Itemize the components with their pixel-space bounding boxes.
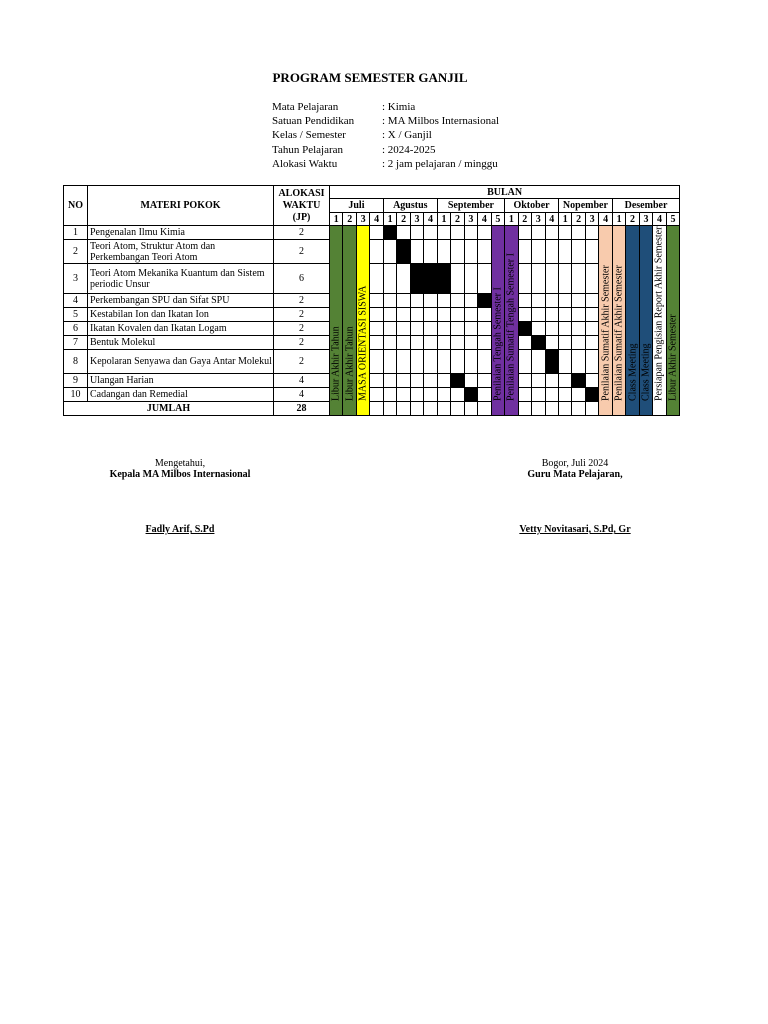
info-label: Kelas / Semester bbox=[272, 129, 346, 142]
signature-left bbox=[80, 458, 280, 535]
row-no: 3 bbox=[64, 264, 88, 294]
week-cell bbox=[383, 322, 396, 336]
row-jp: 4 bbox=[274, 374, 330, 388]
row-materi: Teori Atom, Struktur Atom dan Perkembangan Teori Atom bbox=[88, 240, 274, 264]
week-cell bbox=[545, 294, 558, 308]
row-no: 8 bbox=[64, 350, 88, 374]
week-cell bbox=[478, 350, 491, 374]
week-cell bbox=[383, 374, 396, 388]
week-cell bbox=[424, 226, 437, 240]
week-cell bbox=[532, 240, 545, 264]
week-cell bbox=[410, 294, 423, 308]
signature-left-line1: Mengetahui, bbox=[154, 458, 206, 469]
special-column bbox=[491, 226, 504, 416]
week-header: 5 bbox=[666, 213, 679, 226]
header-bulan: BULAN bbox=[330, 186, 680, 199]
special-column-label: Class Meeting bbox=[640, 343, 652, 401]
week-cell bbox=[478, 322, 491, 336]
row-materi: Kepolaran Senyawa dan Gaya Antar Molekul bbox=[88, 350, 274, 374]
info-label: Alokasi Waktu bbox=[272, 157, 338, 170]
week-cell bbox=[437, 226, 450, 240]
week-cell bbox=[558, 294, 571, 308]
week-header: 3 bbox=[639, 213, 652, 226]
week-header: 5 bbox=[491, 213, 504, 226]
week-cell bbox=[572, 264, 585, 294]
week-cell bbox=[478, 388, 491, 402]
table-row bbox=[64, 374, 680, 388]
week-cell bbox=[437, 388, 450, 402]
info-row bbox=[272, 114, 499, 128]
week-cell bbox=[464, 336, 477, 350]
week-cell bbox=[478, 374, 491, 388]
week-cell bbox=[370, 226, 383, 240]
week-cell bbox=[437, 322, 450, 336]
row-materi: Ulangan Harian bbox=[88, 374, 274, 388]
week-cell bbox=[478, 336, 491, 350]
week-cell bbox=[437, 240, 450, 264]
week-cell bbox=[464, 308, 477, 322]
week-cell bbox=[370, 294, 383, 308]
week-cell bbox=[451, 294, 464, 308]
table-row bbox=[64, 226, 680, 240]
week-cell bbox=[410, 322, 423, 336]
row-no: 9 bbox=[64, 374, 88, 388]
week-cell bbox=[518, 402, 531, 416]
info-row bbox=[272, 157, 499, 171]
special-column bbox=[626, 226, 639, 416]
week-cell bbox=[572, 308, 585, 322]
row-materi: Cadangan dan Remedial bbox=[88, 388, 274, 402]
scheduled-week-cell bbox=[464, 388, 477, 402]
row-jp: 6 bbox=[274, 264, 330, 294]
week-cell bbox=[410, 402, 423, 416]
row-no: 2 bbox=[64, 240, 88, 264]
week-cell bbox=[572, 226, 585, 240]
week-cell bbox=[464, 374, 477, 388]
week-cell bbox=[585, 336, 598, 350]
row-no: 10 bbox=[64, 388, 88, 402]
week-cell bbox=[370, 308, 383, 322]
info-block bbox=[272, 100, 499, 171]
week-header: 2 bbox=[518, 213, 531, 226]
week-cell bbox=[424, 294, 437, 308]
header-alokasi: ALOKASI WAKTU (JP) bbox=[274, 186, 330, 226]
special-column-label: Penilaian Sumatif Tengah Semester I bbox=[505, 253, 517, 401]
week-cell bbox=[437, 294, 450, 308]
week-cell bbox=[545, 402, 558, 416]
special-column-label: Penilaian Sumatif Akhir Semester bbox=[600, 265, 612, 401]
week-cell bbox=[370, 322, 383, 336]
month-header: Nopember bbox=[558, 199, 612, 213]
week-cell bbox=[397, 402, 410, 416]
week-cell bbox=[383, 240, 396, 264]
week-header: 3 bbox=[585, 213, 598, 226]
week-cell bbox=[518, 264, 531, 294]
week-cell bbox=[518, 226, 531, 240]
week-header: 3 bbox=[532, 213, 545, 226]
row-materi: Teori Atom Mekanika Kuantum dan Sistem periodic Unsur bbox=[88, 264, 274, 294]
week-header: 1 bbox=[612, 213, 625, 226]
week-cell bbox=[545, 226, 558, 240]
week-cell bbox=[424, 336, 437, 350]
week-cell bbox=[370, 240, 383, 264]
week-cell bbox=[383, 264, 396, 294]
week-cell bbox=[397, 264, 410, 294]
week-cell bbox=[585, 264, 598, 294]
info-value: : 2 jam pelajaran / minggu bbox=[382, 157, 498, 170]
scheduled-week-cell bbox=[383, 226, 396, 240]
week-header: 2 bbox=[626, 213, 639, 226]
week-cell bbox=[545, 308, 558, 322]
week-header: 4 bbox=[599, 213, 612, 226]
week-cell bbox=[437, 308, 450, 322]
week-cell bbox=[437, 402, 450, 416]
week-cell bbox=[451, 240, 464, 264]
row-jp: 2 bbox=[274, 240, 330, 264]
table-row bbox=[64, 308, 680, 322]
week-header: 2 bbox=[572, 213, 585, 226]
week-cell bbox=[558, 308, 571, 322]
signature-left-name: Fadly Arif, S.Pd bbox=[145, 524, 215, 535]
week-cell bbox=[464, 226, 477, 240]
week-cell bbox=[383, 402, 396, 416]
scheduled-week-cell bbox=[478, 294, 491, 308]
row-materi: Ikatan Kovalen dan Ikatan Logam bbox=[88, 322, 274, 336]
week-cell bbox=[397, 322, 410, 336]
scheduled-week-cell bbox=[532, 336, 545, 350]
week-cell bbox=[518, 240, 531, 264]
special-column bbox=[599, 226, 612, 416]
week-cell bbox=[518, 336, 531, 350]
week-cell bbox=[572, 240, 585, 264]
week-header: 1 bbox=[505, 213, 518, 226]
week-header: 1 bbox=[383, 213, 396, 226]
special-column-label: Libur Akhir Tahun bbox=[344, 326, 356, 401]
week-cell bbox=[558, 240, 571, 264]
scheduled-week-cell bbox=[518, 322, 531, 336]
signature-right bbox=[475, 458, 675, 535]
week-cell bbox=[437, 350, 450, 374]
special-column bbox=[343, 226, 356, 416]
week-cell bbox=[572, 322, 585, 336]
week-cell bbox=[558, 322, 571, 336]
week-cell bbox=[410, 240, 423, 264]
table-row bbox=[64, 240, 680, 264]
week-cell bbox=[478, 240, 491, 264]
table-row bbox=[64, 350, 680, 374]
week-cell bbox=[424, 350, 437, 374]
week-cell bbox=[558, 226, 571, 240]
week-cell bbox=[397, 374, 410, 388]
month-header: Desember bbox=[612, 199, 679, 213]
row-no: 6 bbox=[64, 322, 88, 336]
week-cell bbox=[464, 294, 477, 308]
week-cell bbox=[451, 350, 464, 374]
info-label: Satuan Pendidikan bbox=[272, 115, 355, 128]
row-jp: 2 bbox=[274, 226, 330, 240]
info-value: : Kimia bbox=[382, 101, 416, 113]
week-header: 3 bbox=[410, 213, 423, 226]
week-cell bbox=[478, 402, 491, 416]
signature-left-title: Kepala MA Milbos Internasional bbox=[109, 469, 251, 480]
month-header: Agustus bbox=[383, 199, 437, 213]
week-cell bbox=[558, 350, 571, 374]
special-column bbox=[612, 226, 625, 416]
week-cell bbox=[585, 350, 598, 374]
week-cell bbox=[437, 336, 450, 350]
week-cell bbox=[545, 264, 558, 294]
week-cell bbox=[532, 294, 545, 308]
month-header: Juli bbox=[330, 199, 384, 213]
week-cell bbox=[585, 374, 598, 388]
week-cell bbox=[572, 350, 585, 374]
row-no: 5 bbox=[64, 308, 88, 322]
week-cell bbox=[464, 322, 477, 336]
week-cell bbox=[585, 308, 598, 322]
week-cell bbox=[410, 336, 423, 350]
week-header: 4 bbox=[370, 213, 383, 226]
week-header: 3 bbox=[356, 213, 369, 226]
week-cell bbox=[424, 388, 437, 402]
week-cell bbox=[572, 294, 585, 308]
week-cell bbox=[585, 402, 598, 416]
week-cell bbox=[451, 264, 464, 294]
week-cell bbox=[383, 336, 396, 350]
total-label: JUMLAH bbox=[64, 402, 274, 416]
table-row bbox=[64, 388, 680, 402]
week-cell bbox=[545, 240, 558, 264]
week-cell bbox=[478, 308, 491, 322]
special-column-label: Libur Akhir Semester bbox=[667, 314, 679, 401]
week-cell bbox=[424, 322, 437, 336]
scheduled-week-cell bbox=[545, 350, 558, 374]
special-column-label: Penilaian Tengah Semester I bbox=[492, 287, 504, 401]
week-cell bbox=[518, 350, 531, 374]
week-header: 2 bbox=[451, 213, 464, 226]
week-cell bbox=[464, 402, 477, 416]
week-cell bbox=[383, 388, 396, 402]
week-cell bbox=[518, 374, 531, 388]
scheduled-week-cell bbox=[572, 374, 585, 388]
week-cell bbox=[532, 308, 545, 322]
row-jp: 2 bbox=[274, 350, 330, 374]
info-row bbox=[272, 100, 499, 114]
week-cell bbox=[424, 374, 437, 388]
week-cell bbox=[424, 240, 437, 264]
week-cell bbox=[451, 308, 464, 322]
week-cell bbox=[410, 374, 423, 388]
special-column bbox=[330, 226, 343, 416]
week-cell bbox=[370, 264, 383, 294]
week-cell bbox=[397, 294, 410, 308]
special-column bbox=[639, 226, 652, 416]
week-cell bbox=[532, 388, 545, 402]
week-cell bbox=[451, 388, 464, 402]
week-cell bbox=[451, 226, 464, 240]
week-header: 4 bbox=[424, 213, 437, 226]
week-cell bbox=[370, 336, 383, 350]
semester-program-table bbox=[63, 185, 680, 416]
row-jp: 2 bbox=[274, 294, 330, 308]
week-cell bbox=[410, 308, 423, 322]
signature-right-name: Vetty Novitasari, S.Pd, Gr bbox=[519, 524, 631, 535]
week-cell bbox=[370, 388, 383, 402]
week-cell bbox=[572, 336, 585, 350]
row-materi: Bentuk Molekul bbox=[88, 336, 274, 350]
info-row bbox=[272, 143, 499, 157]
signature-right-title: Guru Mata Pelajaran, bbox=[527, 469, 623, 480]
week-cell bbox=[518, 294, 531, 308]
row-jp: 2 bbox=[274, 336, 330, 350]
scheduled-week-cell bbox=[424, 264, 437, 294]
info-label: Mata Pelajaran bbox=[272, 101, 339, 113]
week-cell bbox=[370, 350, 383, 374]
month-header: September bbox=[437, 199, 504, 213]
week-cell bbox=[397, 226, 410, 240]
special-column bbox=[505, 226, 518, 416]
special-column-label: Persiapan Pengisian Report Akhir Semester bbox=[653, 226, 665, 401]
row-no: 7 bbox=[64, 336, 88, 350]
scheduled-week-cell bbox=[585, 388, 598, 402]
week-cell bbox=[585, 294, 598, 308]
header-materi: MATERI POKOK bbox=[88, 186, 274, 226]
scheduled-week-cell bbox=[451, 374, 464, 388]
week-cell bbox=[424, 402, 437, 416]
info-label: Tahun Pelajaran bbox=[272, 143, 344, 156]
row-materi: Perkembangan SPU dan Sifat SPU bbox=[88, 294, 274, 308]
week-header: 3 bbox=[464, 213, 477, 226]
week-cell bbox=[410, 226, 423, 240]
special-column-label: Penilaian Sumatif Akhir Semester bbox=[613, 265, 625, 401]
week-cell bbox=[558, 402, 571, 416]
week-header: 4 bbox=[653, 213, 666, 226]
week-cell bbox=[532, 264, 545, 294]
week-cell bbox=[518, 308, 531, 322]
table-row bbox=[64, 336, 680, 350]
week-cell bbox=[464, 350, 477, 374]
row-jp: 2 bbox=[274, 308, 330, 322]
week-cell bbox=[545, 336, 558, 350]
row-jp: 4 bbox=[274, 388, 330, 402]
week-cell bbox=[545, 374, 558, 388]
week-header: 4 bbox=[478, 213, 491, 226]
row-no: 4 bbox=[64, 294, 88, 308]
week-cell bbox=[397, 336, 410, 350]
week-cell bbox=[370, 374, 383, 388]
week-cell bbox=[545, 322, 558, 336]
total-value: 28 bbox=[274, 402, 330, 416]
week-cell bbox=[558, 374, 571, 388]
info-value: : MA Milbos Internasional bbox=[382, 115, 500, 128]
week-cell bbox=[572, 388, 585, 402]
info-value: : X / Ganjil bbox=[382, 129, 432, 142]
info-value: : 2024-2025 bbox=[382, 143, 436, 156]
week-cell bbox=[424, 308, 437, 322]
row-no: 1 bbox=[64, 226, 88, 240]
week-cell bbox=[464, 264, 477, 294]
week-cell bbox=[558, 388, 571, 402]
special-column-label: Libur Akhir Tahun bbox=[330, 326, 342, 401]
table-row bbox=[64, 264, 680, 294]
week-cell bbox=[464, 240, 477, 264]
week-cell bbox=[532, 350, 545, 374]
special-column bbox=[666, 226, 679, 416]
week-cell bbox=[397, 350, 410, 374]
week-cell bbox=[478, 264, 491, 294]
week-header: 4 bbox=[545, 213, 558, 226]
week-cell bbox=[410, 388, 423, 402]
week-cell bbox=[532, 374, 545, 388]
special-column-label: MASA ORIENTASI SISWA bbox=[357, 285, 369, 401]
week-cell bbox=[532, 322, 545, 336]
week-cell bbox=[585, 240, 598, 264]
week-cell bbox=[437, 374, 450, 388]
table-row bbox=[64, 294, 680, 308]
week-cell bbox=[572, 402, 585, 416]
week-header: 2 bbox=[397, 213, 410, 226]
week-header: 1 bbox=[558, 213, 571, 226]
week-cell bbox=[545, 388, 558, 402]
week-cell bbox=[410, 350, 423, 374]
row-materi: Pengenalan Ilmu Kimia bbox=[88, 226, 274, 240]
week-cell bbox=[383, 350, 396, 374]
week-cell bbox=[478, 226, 491, 240]
signature-right-line1: Bogor, Juli 2024 bbox=[541, 458, 609, 469]
week-cell bbox=[451, 402, 464, 416]
week-cell bbox=[451, 336, 464, 350]
scheduled-week-cell bbox=[437, 264, 450, 294]
special-column bbox=[356, 226, 369, 416]
week-cell bbox=[585, 322, 598, 336]
week-cell bbox=[397, 308, 410, 322]
month-header: Oktober bbox=[505, 199, 559, 213]
header-no: NO bbox=[64, 186, 88, 226]
week-cell bbox=[585, 226, 598, 240]
week-cell bbox=[451, 322, 464, 336]
week-cell bbox=[532, 402, 545, 416]
total-row bbox=[64, 402, 680, 416]
page-title: PROGRAM SEMESTER GANJIL bbox=[272, 70, 468, 85]
week-cell bbox=[558, 336, 571, 350]
row-jp: 2 bbox=[274, 322, 330, 336]
table-row bbox=[64, 322, 680, 336]
week-cell bbox=[397, 388, 410, 402]
special-column bbox=[653, 226, 666, 416]
info-row bbox=[272, 128, 499, 142]
scheduled-week-cell bbox=[410, 264, 423, 294]
week-header: 2 bbox=[343, 213, 356, 226]
week-cell bbox=[558, 264, 571, 294]
week-cell bbox=[518, 388, 531, 402]
week-header: 1 bbox=[330, 213, 343, 226]
row-materi: Kestabilan Ion dan Ikatan Ion bbox=[88, 308, 274, 322]
special-column-label: Class Meeting bbox=[627, 343, 639, 401]
week-header: 1 bbox=[437, 213, 450, 226]
week-cell bbox=[370, 402, 383, 416]
week-cell bbox=[383, 294, 396, 308]
week-cell bbox=[532, 226, 545, 240]
scheduled-week-cell bbox=[397, 240, 410, 264]
week-cell bbox=[383, 308, 396, 322]
